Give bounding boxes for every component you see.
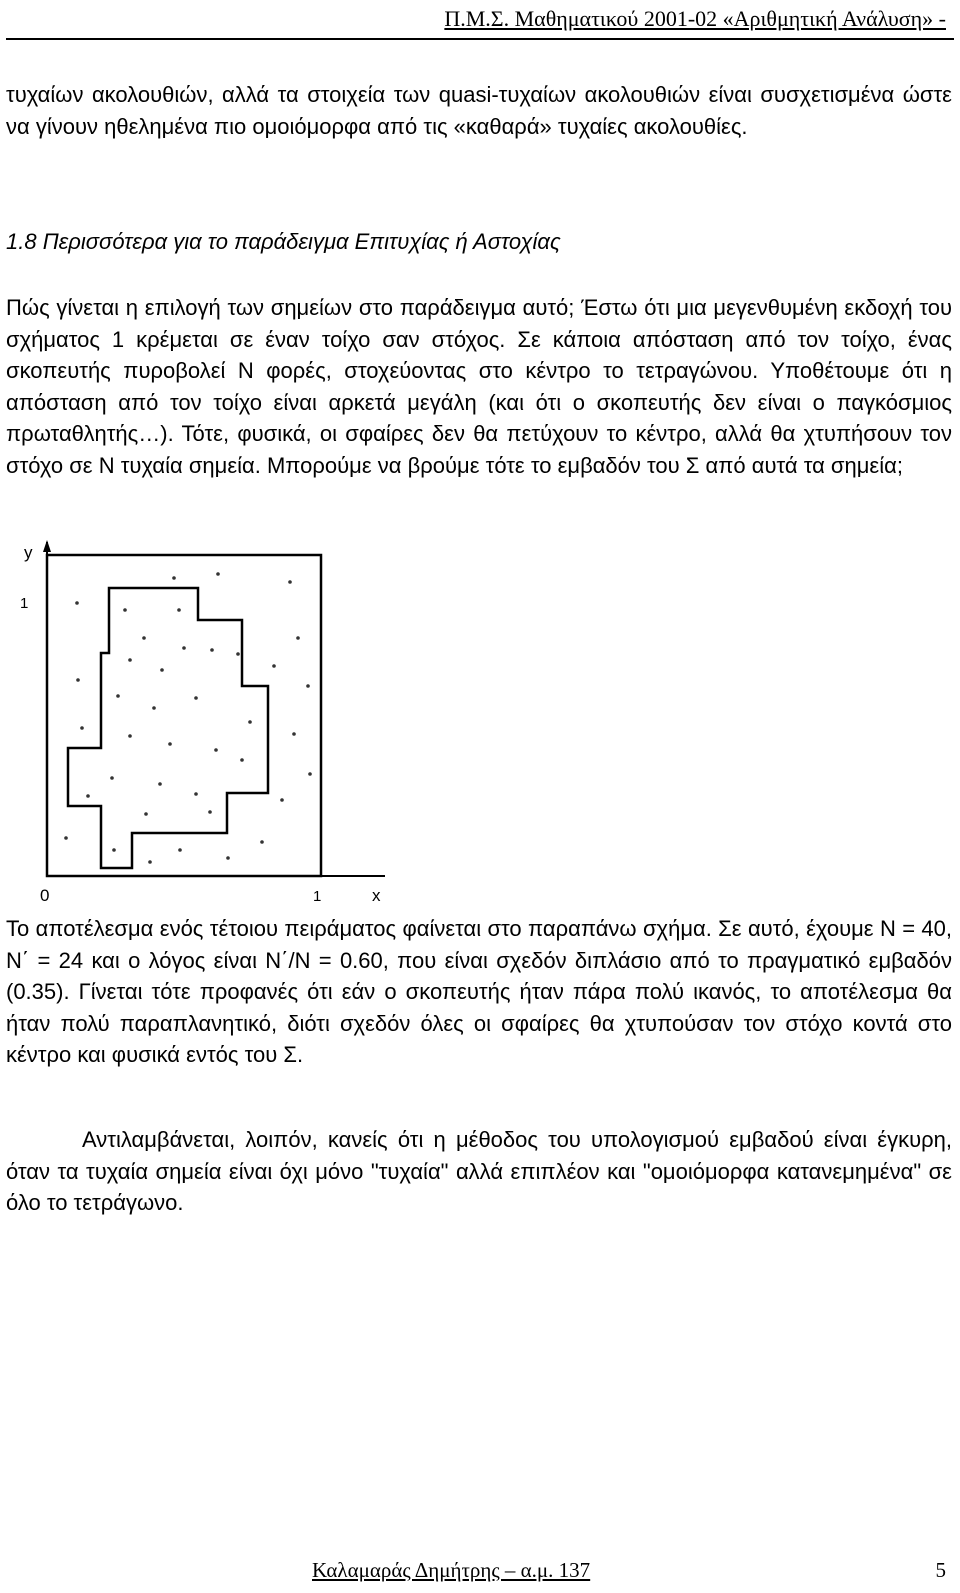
hit-point-1: [75, 601, 79, 605]
hit-point-38: [112, 848, 116, 852]
section-heading: 1.8 Περισσότερα για το παράδειγμα Επιτυχίας ή Αστοχίας: [6, 229, 561, 254]
hit-point-25: [292, 732, 296, 736]
hit-point-6: [182, 646, 186, 650]
y-axis-arrow: [43, 540, 51, 552]
paragraph-shooter: Πώς γίνεται η επιλογή των σημείων στο παράδειγμα αυτό; Έστω ότι μια μεγενθυμένη εκδοχή του σχήματος 1 κρέμεται σε έναν τοίχο σαν στόχος. Σε κάποια απόσταση από τον τοίχο, ένας σκοπευτής πυροβολεί N φορές, στοχεύοντας στο κέντρο το τετραγώνου. Υποθέτουμε ότι η απόσταση από τον τοίχο είναι αρκετά μεγάλη (και ότι ο σκοπευτής δεν είναι ο παγκόσμιος πρωταθλητής…). Τότε, φυσικά, οι σφαίρες δεν θα πετύχουν το κέντρο, αλλά θα χτυπήσουν τον στόχο σε N τυχαία σημεία. Μπορούμε να βρούμε τότε το εμβαδόν του Σ από αυτά τα σημεία;: [6, 295, 952, 478]
origin-label: 0: [40, 886, 50, 905]
hit-point-30: [64, 836, 68, 840]
hit-point-33: [80, 726, 84, 730]
footer-author: Καλαμαράς Δημήτρης – α.μ. 137: [312, 1558, 591, 1582]
hit-point-31: [288, 580, 292, 584]
x-axis-label: x: [372, 886, 381, 905]
hit-point-24: [296, 636, 300, 640]
hit-point-10: [116, 694, 120, 698]
hit-point-13: [248, 720, 252, 724]
hit-or-miss-diagram: [10, 538, 390, 910]
hit-point-39: [172, 576, 176, 580]
x-tick-1: 1: [313, 888, 322, 905]
hit-point-12: [194, 696, 198, 700]
hit-point-27: [260, 840, 264, 844]
hit-point-14: [128, 734, 132, 738]
hit-point-16: [214, 748, 218, 752]
paragraph-intro: τυχαίων ακολουθιών, αλλά τα στοιχεία των quasi-τυχαίων ακολουθιών είναι συσχετισμένα ώστε να γίνουν ηθελημένα πιο ομοιόμορφα από τις «καθαρά» τυχαίες ακολουθίες.: [6, 82, 952, 139]
hit-point-23: [208, 810, 212, 814]
hit-point-9: [236, 652, 240, 656]
hit-point-19: [158, 782, 162, 786]
hit-point-17: [240, 758, 244, 762]
hit-point-37: [272, 664, 276, 668]
paragraph-result: Το αποτέλεσμα ενός τέτοιου πειράματος φαίνεται στο παραπάνω σχήμα. Σε αυτό, έχουμε N = 40, N΄ = 24 και ο λόγος είναι N΄/N = 0.60, που είναι σχεδόν διπλάσιο από το πραγματικό εμβαδόν (0.35). Γίνεται τότε προφανές ότι εάν ο σκοπευτής ήταν πάρα πολύ ικανός, το αποτέλεσμα θα ήταν πολύ παραπλανητικό, διότι σχεδόν όλες οι σφαίρες θα χτυπούσαν τον στόχο κοντά στο κέντρο και φυσικά εντός του Σ.: [6, 916, 952, 1068]
hit-point-28: [178, 848, 182, 852]
hit-point-7: [160, 668, 164, 672]
hit-point-35: [226, 856, 230, 860]
hit-or-miss-figure: [10, 538, 390, 915]
hit-point-3: [177, 608, 181, 612]
running-header: Π.Μ.Σ. Μαθηματικού 2001-02 «Αριθμητική Ανάλυση» -: [444, 6, 946, 31]
hit-point-5: [128, 658, 132, 662]
page-number: 5: [935, 1558, 946, 1582]
hit-point-4: [142, 636, 146, 640]
hit-point-40: [308, 772, 312, 776]
header-rule: [6, 38, 954, 40]
hit-point-11: [152, 706, 156, 710]
hit-point-26: [280, 798, 284, 802]
hit-point-22: [144, 812, 148, 816]
hit-point-34: [306, 684, 310, 688]
hit-point-18: [110, 776, 114, 780]
hit-point-8: [210, 648, 214, 652]
unit-square: [47, 555, 321, 876]
y-tick-1: 1: [20, 595, 29, 612]
hit-point-2: [123, 608, 127, 612]
hit-point-29: [76, 678, 80, 682]
hit-point-15: [168, 742, 172, 746]
y-axis-label: y: [24, 543, 33, 562]
hit-point-20: [194, 792, 198, 796]
target-region-sigma: [68, 588, 268, 868]
hit-point-36: [148, 860, 152, 864]
hit-point-21: [86, 794, 90, 798]
paragraph-conclusion: Αντιλαμβάνεται, λοιπόν, κανείς ότι η μέθοδος του υπολογισμού εμβαδού είναι έγκυρη, όταν τα τυχαία σημεία είναι όχι μόνο "τυχαία" αλλά επιπλέον και "ομοιόμορφα κατανεμημένα" σε όλο το τετράγωνο.: [6, 1127, 952, 1216]
hit-point-32: [216, 572, 220, 576]
